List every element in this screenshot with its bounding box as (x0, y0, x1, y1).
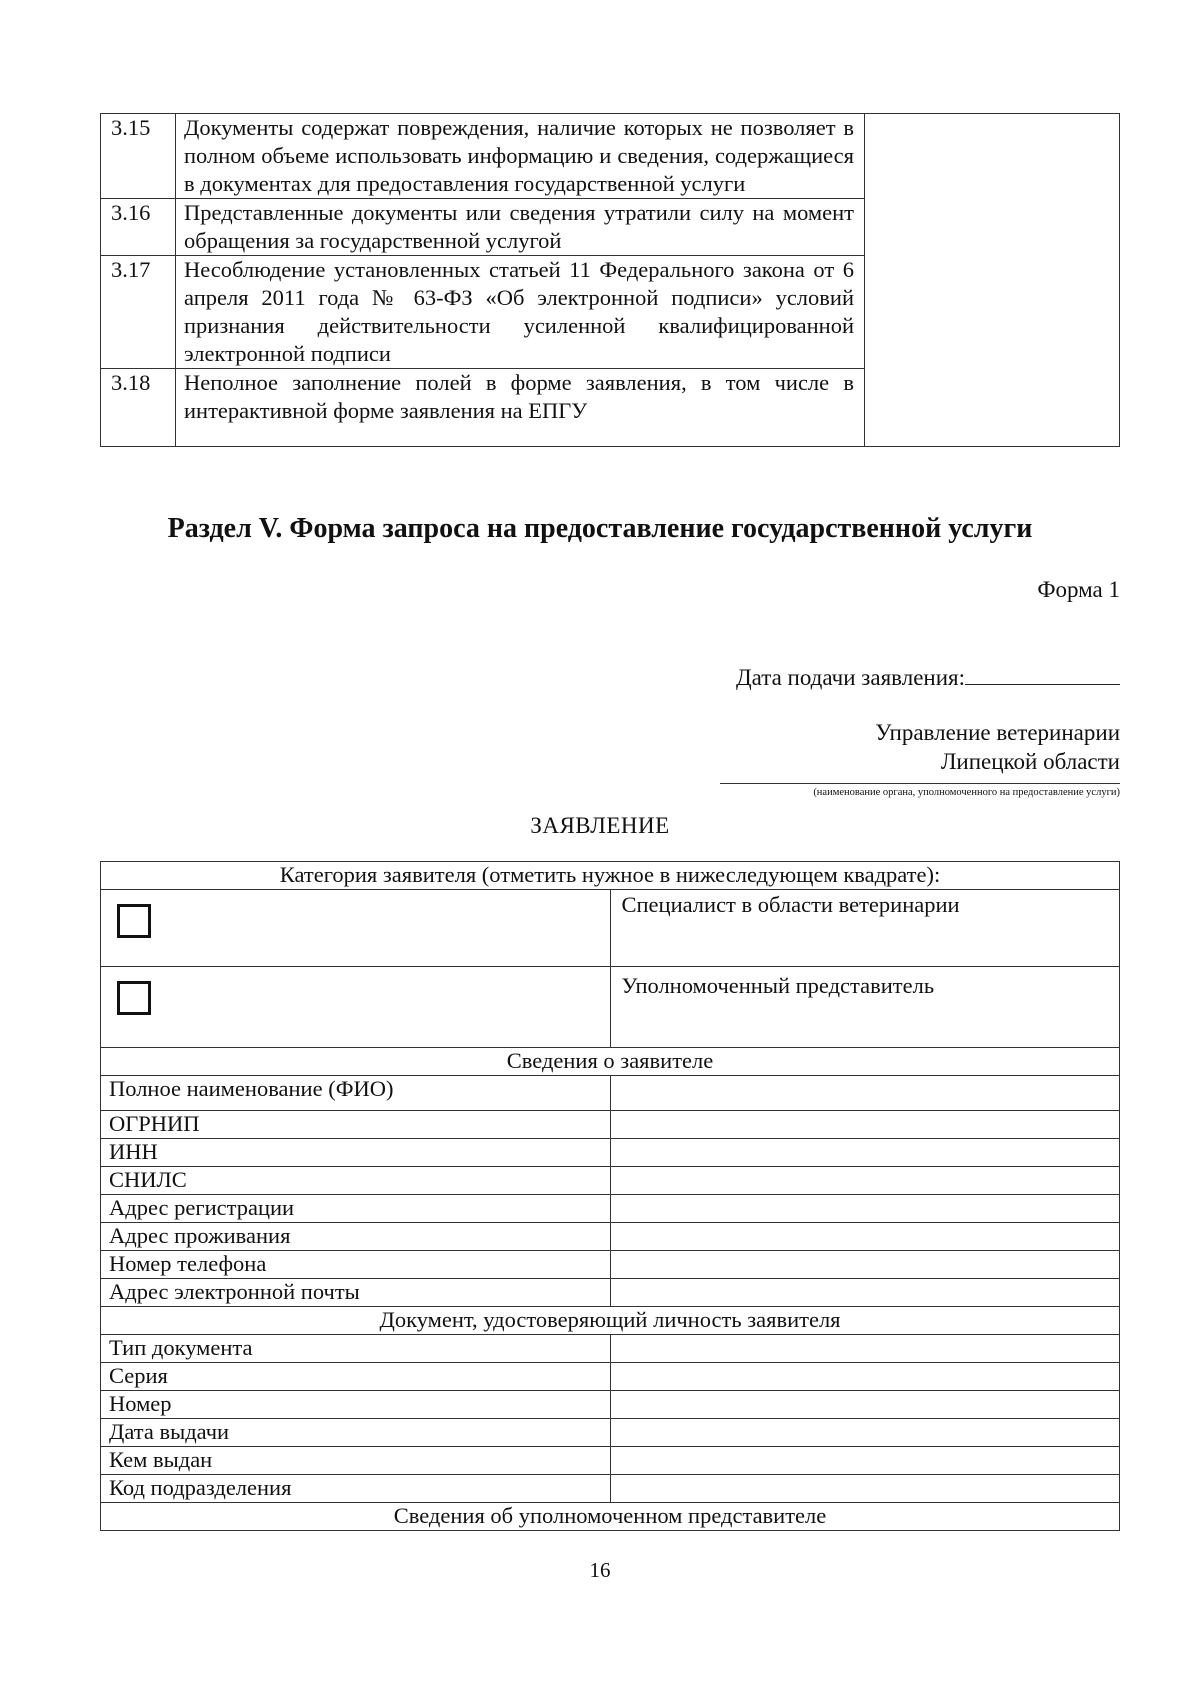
section-header-row (101, 1307, 1120, 1335)
table-row (101, 1139, 1120, 1167)
table-row (101, 1111, 1120, 1139)
table-row (101, 1447, 1120, 1475)
field-label: Полное наименование (ФИО) (101, 1076, 611, 1111)
section-header-row (101, 1503, 1120, 1531)
field-value-cell[interactable] (610, 1195, 1120, 1223)
category-header: Категория заявителя (отметить нужное в нижеследующем квадрате): (101, 862, 1120, 890)
organization-name (875, 718, 1120, 776)
row-number: 3.18 (101, 369, 176, 447)
checkbox-cell (101, 967, 611, 1048)
table-row (101, 1391, 1120, 1419)
grounds-table (100, 113, 1120, 447)
field-value-cell[interactable] (610, 1447, 1120, 1475)
row-text: Неполное заполнение полей в форме заявления, в том числе в интерактивной форме заявления на ЕПГУ (176, 369, 865, 447)
field-value-cell[interactable] (610, 1335, 1120, 1363)
row-number: 3.17 (101, 256, 176, 369)
section-title: Раздел V. Форма запроса на предоставление государственной услуги (167, 513, 1033, 544)
table-row (101, 1419, 1120, 1447)
table-row (101, 1279, 1120, 1307)
category-row (101, 890, 1120, 967)
field-value-cell[interactable] (610, 1167, 1120, 1195)
category-header-row (101, 862, 1120, 890)
field-label: Номер телефона (101, 1251, 611, 1279)
table-row (101, 1195, 1120, 1223)
field-label: Адрес проживания (101, 1223, 611, 1251)
date-blank-line[interactable] (965, 662, 1120, 685)
table-row (101, 1475, 1120, 1503)
field-label: Номер (101, 1391, 611, 1419)
org-underline (720, 783, 1120, 784)
representative-header: Сведения об уполномоченном представителе (101, 1503, 1120, 1531)
row-text: Представленные документы или сведения утратили силу на момент обращения за государственной услугой (176, 199, 865, 256)
org-caption: (наименование органа, уполномоченного на предоставление услуги) (813, 787, 1120, 798)
field-value-cell[interactable] (610, 1279, 1120, 1307)
field-label: ОГРНИП (101, 1111, 611, 1139)
id-doc-header: Документ, удостоверяющий личность заявителя (101, 1307, 1120, 1335)
field-label: Тип документа (101, 1335, 611, 1363)
field-value-cell[interactable] (610, 1223, 1120, 1251)
field-label: Серия (101, 1363, 611, 1391)
field-value-cell[interactable] (610, 1363, 1120, 1391)
org-line-1: Управление ветеринарии (875, 720, 1120, 745)
table-row (101, 1251, 1120, 1279)
field-value-cell[interactable] (610, 1419, 1120, 1447)
table-row (101, 1363, 1120, 1391)
table-row (101, 1335, 1120, 1363)
row-text: Документы содержат повреждения, наличие которых не позволяет в полном объеме использовать информацию и сведения, содержащиеся в документах для предоставления государственной услуги (176, 114, 865, 199)
page-number: 16 (589, 1558, 611, 1582)
field-label: Дата выдачи (101, 1419, 611, 1447)
table-row (101, 1167, 1120, 1195)
field-value-cell[interactable] (610, 1076, 1120, 1111)
field-label: Адрес электронной почты (101, 1279, 611, 1307)
field-value-cell[interactable] (610, 1391, 1120, 1419)
field-value-cell[interactable] (610, 1475, 1120, 1503)
form-number: Форма 1 (1037, 577, 1120, 602)
field-value-cell[interactable] (610, 1111, 1120, 1139)
statement-title: ЗАЯВЛЕНИЕ (530, 813, 670, 838)
category-row (101, 967, 1120, 1048)
row-number: 3.15 (101, 114, 176, 199)
field-label: ИНН (101, 1139, 611, 1167)
row-number: 3.16 (101, 199, 176, 256)
category-label: Специалист в области ветеринарии (610, 890, 1120, 967)
submission-date (736, 662, 1120, 691)
checkbox-specialist[interactable] (117, 904, 151, 938)
row-text: Несоблюдение установленных статьей 11 Федерального закона от 6 апреля 2011 года № 63-ФЗ «Об электронной подписи» условий признания действительности усиленной квалифицированной электронной подписи (176, 256, 865, 369)
field-label: Код подразделения (101, 1475, 611, 1503)
category-label: Уполномоченный представитель (610, 967, 1120, 1048)
field-label: СНИЛС (101, 1167, 611, 1195)
application-form-table (100, 861, 1120, 1531)
org-line-2: Липецкой области (940, 749, 1120, 774)
table-row (101, 114, 1120, 199)
empty-cell (865, 114, 1120, 447)
table-row (101, 1223, 1120, 1251)
checkbox-cell (101, 890, 611, 967)
date-label: Дата подачи заявления: (735, 665, 965, 690)
checkbox-representative[interactable] (117, 981, 151, 1015)
table-row (101, 1076, 1120, 1111)
field-label: Адрес регистрации (101, 1195, 611, 1223)
field-value-cell[interactable] (610, 1139, 1120, 1167)
section-header-row (101, 1048, 1120, 1076)
applicant-header: Сведения о заявителе (101, 1048, 1120, 1076)
field-label: Кем выдан (101, 1447, 611, 1475)
field-value-cell[interactable] (610, 1251, 1120, 1279)
